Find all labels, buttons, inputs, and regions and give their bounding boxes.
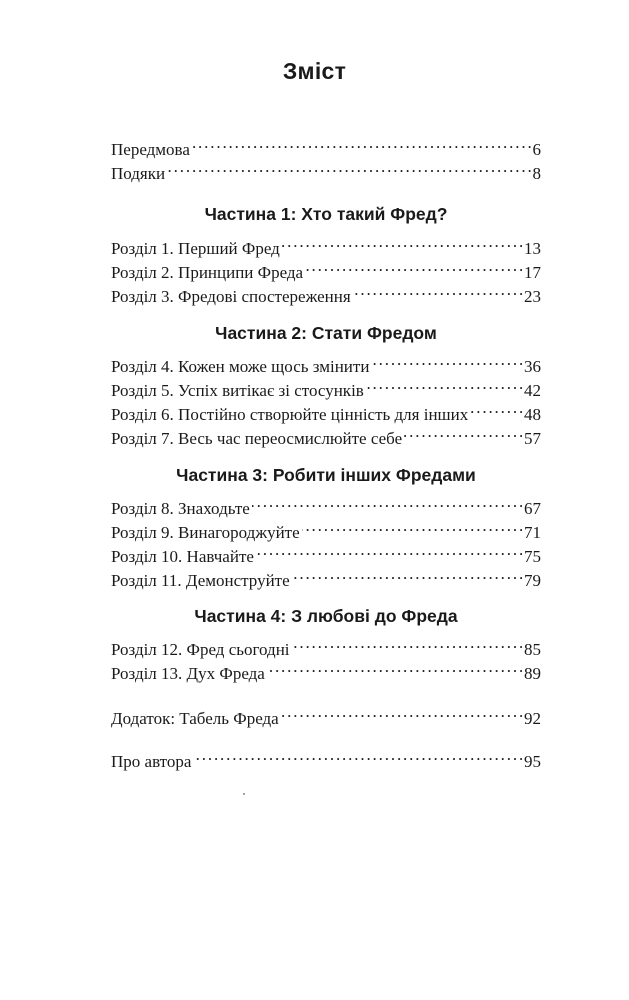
toc-entry-page: 6 (532, 140, 541, 159)
toc-entry-chapter-6[interactable] (111, 396, 541, 424)
toc-entry-label: Розділ 1. Перший Фред (111, 239, 280, 258)
toc-entry-appendix[interactable] (111, 700, 541, 728)
toc-entry-label: Розділ 6. Постійно створюйте цінність для інших (111, 405, 469, 424)
toc-entry-label: Розділ 13. Дух Фреда (111, 664, 265, 683)
leader-dots (305, 254, 522, 278)
toc-entry-page: 92 (524, 709, 541, 728)
toc-entry-page: 79 (524, 571, 541, 590)
toc-entry-chapter-12[interactable] (111, 631, 541, 659)
leader-dots (267, 655, 522, 679)
toc-entry-chapter-7[interactable] (111, 420, 541, 448)
toc-entry-page: 89 (524, 664, 541, 683)
leader-dots (256, 538, 522, 562)
part-heading-1[interactable]: Частина 1: Хто такий Фред? (204, 204, 448, 224)
toc-entry-label: Розділ 2. Принципи Фреда (111, 263, 304, 282)
toc-entry-page: 75 (524, 547, 541, 566)
leader-dots (353, 278, 522, 302)
toc-entry-chapter-10[interactable] (111, 538, 541, 566)
toc-entry-label: Передмова (111, 140, 190, 159)
leader-dots (366, 372, 522, 396)
toc-entry-chapter-4[interactable] (111, 348, 541, 376)
toc-entry-label: Розділ 12. Фред сьогодні (111, 640, 290, 659)
leader-dots (192, 131, 531, 155)
toc-entry-foreword[interactable] (111, 131, 541, 159)
toc-entry-chapter-13[interactable] (111, 655, 541, 683)
toc-entry-label: Подяки (111, 164, 166, 183)
toc-entry-page: 48 (524, 405, 541, 424)
toc-entry-label: Розділ 11. Демонструйте (111, 571, 290, 590)
toc-entry-page: 8 (532, 164, 541, 183)
leader-dots (167, 155, 530, 179)
toc-entry-chapter-3[interactable] (111, 278, 541, 306)
leader-dots (282, 230, 522, 254)
toc-entry-chapter-5[interactable] (111, 372, 541, 400)
leader-dots (252, 490, 522, 514)
leader-dots (193, 743, 522, 767)
toc-entry-label: Розділ 10. Навчайте (111, 547, 254, 566)
toc-entry-label: Розділ 4. Кожен може щось змінити (111, 357, 370, 376)
toc-entry-page: 13 (524, 239, 541, 258)
toc-entry-label: Розділ 8. Знаходьте (111, 499, 250, 518)
leader-dots (404, 420, 522, 444)
page-title: Зміст (282, 58, 347, 84)
toc-entry-chapter-8[interactable] (111, 490, 541, 518)
part-heading-4[interactable]: Частина 4: З любові до Фреда (194, 606, 458, 626)
toc-entry-page: 85 (524, 640, 541, 659)
leader-dots (281, 700, 522, 724)
leader-dots (292, 562, 522, 586)
toc-entry-page: 95 (524, 752, 541, 771)
toc-entry-acknowledgements[interactable] (111, 155, 541, 183)
toc-entry-label: Розділ 3. Фредові спостереження (111, 287, 351, 306)
leader-dots (371, 348, 522, 372)
toc-entry-chapter-11[interactable] (111, 562, 541, 590)
toc-entry-page: 36 (524, 357, 541, 376)
toc-entry-label: Розділ 7. Весь час переосмислюйте себе (111, 429, 403, 448)
leader-dots (302, 514, 522, 538)
toc-entry-label: Розділ 5. Успіх витікає зі стосунків (111, 381, 364, 400)
toc-entry-chapter-1[interactable] (111, 230, 541, 258)
toc-entry-page: 57 (524, 429, 541, 448)
leader-dots (470, 396, 522, 420)
toc-entry-page: 17 (524, 263, 541, 282)
toc-entry-page: 67 (524, 499, 541, 518)
part-heading-2[interactable]: Частина 2: Стати Фредом (215, 323, 437, 343)
toc-entry-page: 23 (524, 287, 541, 306)
leader-dots (292, 631, 522, 655)
toc-entry-page: 71 (524, 523, 541, 542)
toc-entry-label: Розділ 9. Винагороджуйте (111, 523, 300, 542)
toc-entry-chapter-9[interactable] (111, 514, 541, 542)
paper-speck (243, 793, 245, 795)
toc-entry-label: Про автора (111, 752, 192, 771)
toc-entry-chapter-2[interactable] (111, 254, 541, 282)
toc-entry-page: 42 (524, 381, 541, 400)
toc-entry-label: Додаток: Табель Фреда (111, 709, 279, 728)
part-heading-3[interactable]: Частина 3: Робити інших Фредами (176, 465, 476, 485)
toc-entry-about-author[interactable] (111, 743, 541, 771)
